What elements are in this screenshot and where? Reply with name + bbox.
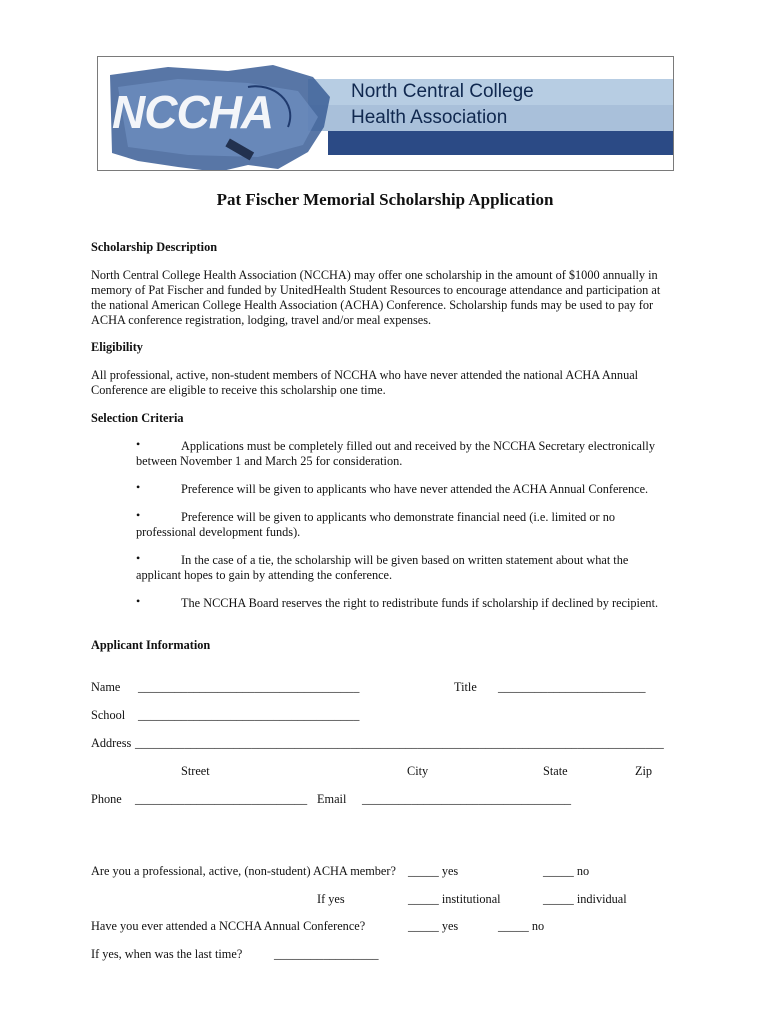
acha-member-yes[interactable]: _____ yes xyxy=(408,864,459,878)
acha-member-question: Are you a professional, active, (non-student) ACHA member? xyxy=(91,864,396,878)
title-label: Title xyxy=(454,680,477,694)
address-field[interactable]: ______________________________________________________________________________________ xyxy=(135,736,664,750)
title-field[interactable]: ________________________ xyxy=(498,680,646,694)
logo-wordmark: NCCHA xyxy=(112,86,274,138)
membership-individual[interactable]: _____ individual xyxy=(543,892,627,906)
attended-no[interactable]: _____ no xyxy=(498,919,545,933)
eligibility-line: Conference are eligible to receive this scholarship one time. xyxy=(91,383,386,397)
criteria-heading: Selection Criteria xyxy=(91,411,184,425)
bullet-icon: • xyxy=(136,551,141,565)
org-name-line1: North Central College xyxy=(351,81,534,102)
email-label: Email xyxy=(317,792,347,806)
bullet-icon: • xyxy=(136,508,141,522)
banner-band-navy xyxy=(328,131,674,155)
description-line: North Central College Health Association (NCCHA) may offer one scholarship in the amount of $1000 annually in xyxy=(91,268,658,282)
street-label: Street xyxy=(181,764,210,778)
bullet-icon: • xyxy=(136,594,141,608)
description-line: the national American College Health Association (ACHA) Conference. Scholarship funds may be used to pay for xyxy=(91,298,654,312)
membership-institutional[interactable]: _____ institutional xyxy=(408,892,501,906)
if-yes-label: If yes xyxy=(317,892,345,906)
last-time-question: If yes, when was the last time? xyxy=(91,947,243,961)
acha-member-no[interactable]: _____ no xyxy=(543,864,590,878)
bullet-icon: • xyxy=(136,437,141,451)
criteria-item: The NCCHA Board reserves the right to redistribute funds if scholarship if declined by recipient. xyxy=(181,596,659,610)
eligibility-heading: Eligibility xyxy=(91,340,143,354)
last-time-field[interactable]: _________________ xyxy=(274,947,379,961)
criteria-item: Applications must be completely filled out and received by the NCCHA Secretary electronically xyxy=(181,439,655,453)
header-banner xyxy=(97,56,674,171)
description-heading: Scholarship Description xyxy=(91,240,218,254)
city-label: City xyxy=(407,764,429,778)
criteria-item-cont: applicant hopes to gain by attending the conference. xyxy=(136,568,393,582)
school-field[interactable]: ____________________________________ xyxy=(138,708,360,722)
name-field[interactable]: ____________________________________ xyxy=(138,680,360,694)
applicant-heading: Applicant Information xyxy=(91,638,211,652)
attended-yes[interactable]: _____ yes xyxy=(408,919,459,933)
attended-question: Have you ever attended a NCCHA Annual Conference? xyxy=(91,919,366,933)
eligibility-line: All professional, active, non-student members of NCCHA who have never attended the national ACHA Annual xyxy=(91,368,639,382)
org-name-line2: Health Association xyxy=(351,107,508,128)
page-title: Pat Fischer Memorial Scholarship Application xyxy=(216,190,554,209)
phone-label: Phone xyxy=(91,792,122,806)
phone-field[interactable]: ____________________________ xyxy=(135,792,308,806)
zip-label: Zip xyxy=(635,764,653,778)
criteria-item: Preference will be given to applicants who demonstrate financial need (i.e. limited or no xyxy=(181,510,615,524)
email-field[interactable]: __________________________________ xyxy=(362,792,572,806)
state-label: State xyxy=(543,764,568,778)
criteria-item: In the case of a tie, the scholarship will be given based on written statement about what the xyxy=(181,553,629,567)
address-label: Address xyxy=(91,736,132,750)
criteria-item-cont: between November 1 and March 25 for consideration. xyxy=(136,454,403,468)
criteria-item: Preference will be given to applicants who have never attended the ACHA Annual Conference. xyxy=(181,482,649,496)
name-label: Name xyxy=(91,680,121,694)
description-line: ACHA conference registration, lodging, travel and/or meal expenses. xyxy=(91,313,432,327)
description-line: memory of Pat Fischer and funded by UnitedHealth Student Resources to encourage attendance and participation at xyxy=(91,283,661,297)
criteria-item-cont: professional development funds). xyxy=(136,525,301,539)
school-label: School xyxy=(91,708,126,722)
bullet-icon: • xyxy=(136,480,141,494)
